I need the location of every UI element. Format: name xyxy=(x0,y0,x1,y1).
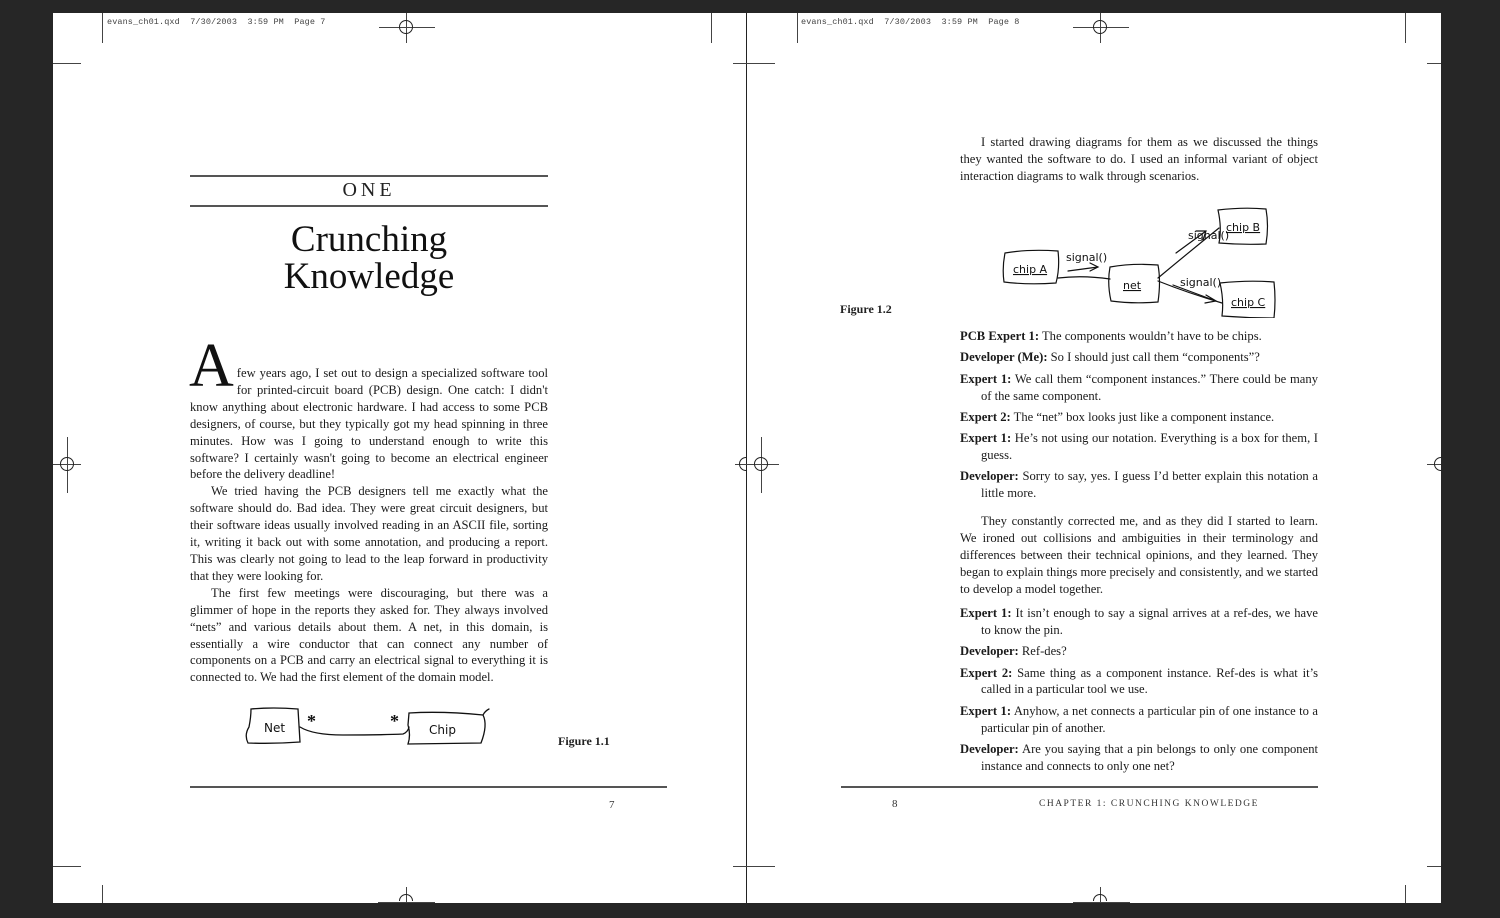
svg-text:*: * xyxy=(390,711,399,731)
dialog-entry: Expert 1: Anyhow, a net connects a particular pin of one instance to a particular pin of another. xyxy=(960,703,1318,735)
speaker: Developer: xyxy=(960,469,1019,484)
figure-1-1-label: Figure 1.1 xyxy=(558,734,610,748)
crop-mark xyxy=(1427,63,1441,64)
paragraph: We tried having the PCB designers tell me exactly what the software should do. Bad idea. They were great circuit designers, but their software ideas usually involved reading in an ASCII file, sorting it, writing it back out with some annotation, and producing a report. This was clearly not going to lead to the leap forward in productivity that they were looking for. xyxy=(190,484,548,583)
crop-mark xyxy=(733,866,775,867)
crop-mark xyxy=(1405,885,1406,903)
paragraph: I started drawing diagrams for them as we discussed the things they wanted the software to do. I used an informal variant of object interaction diagrams to walk through scenarios. xyxy=(960,135,1318,183)
page-number: 8 xyxy=(892,798,898,810)
dialog-block-2 xyxy=(960,605,1318,779)
dialog-entry: Developer: Are you saying that a pin belongs to only one component instance and connects to only one net? xyxy=(960,741,1318,773)
speaker: Developer (Me): xyxy=(960,350,1048,365)
chapter-title-line2: Knowledge xyxy=(283,256,455,297)
svg-text:signal(): signal() xyxy=(1066,251,1108,264)
document-spread xyxy=(53,13,1441,903)
svg-text:*: * xyxy=(307,711,316,731)
svg-text:signal(): signal() xyxy=(1188,229,1230,242)
dialog-block-1 xyxy=(960,328,1318,507)
chapter-number: ONE xyxy=(342,179,396,201)
slug-page: Page 7 xyxy=(294,17,326,27)
dialog-entry: Expert 1: It isn’t enough to say a signal arrives at a ref-des, we have to know the pin. xyxy=(960,606,1318,637)
crop-mark xyxy=(1405,13,1406,43)
dialog-entry: PCB Expert 1: The components wouldn’t have to be chips. xyxy=(960,329,1262,343)
crop-mark xyxy=(53,63,81,64)
slug-date: 7/30/2003 xyxy=(884,17,932,27)
speaker: PCB Expert 1: xyxy=(960,329,1040,343)
svg-text:chip C: chip C xyxy=(1231,296,1266,309)
speaker: Expert 2: xyxy=(960,409,1011,424)
paragraph: The first few meetings were discouraging, but there was a glimmer of hope in the reports they asked for. They always involved “nets” and various details about them. A net, in this domain, is essentially a wire conductor that can connect any number of components on a PCB and carry an electrical signal to everything it is connected to. We had the first element of the domain model. xyxy=(190,585,548,685)
chapter-title-line1: Crunching xyxy=(290,219,448,260)
body-text-right-middle xyxy=(960,513,1318,598)
crop-mark xyxy=(53,866,81,867)
chapter-rule-top xyxy=(190,175,548,177)
paragraph: They constantly corrected me, and as they did I started to learn. We ironed out collisions and ambiguities in their terminology and differences between their technical opinions, and they learned. They began to explain things more precisely and consistently, and we started to develop a model together. xyxy=(960,514,1318,596)
svg-text:chip A: chip A xyxy=(1013,263,1048,276)
dialog-entry: Developer: Sorry to say, yes. I guess I’d better explain this notation a little more. xyxy=(960,469,1318,501)
crop-mark xyxy=(797,13,798,43)
crop-mark xyxy=(102,885,103,903)
svg-text:Net: Net xyxy=(264,721,286,735)
page-gutter-line xyxy=(746,13,747,903)
crop-mark xyxy=(102,13,103,43)
svg-text:Chip: Chip xyxy=(429,723,456,737)
dropcap: A xyxy=(189,332,234,400)
chapter-rule-bottom xyxy=(190,205,548,207)
crop-mark xyxy=(711,13,712,43)
svg-text:signal(): signal() xyxy=(1180,276,1222,289)
svg-text:chip B: chip B xyxy=(1226,221,1261,234)
dialog-entry: Expert 1: He’s not using our notation. Everything is a box for them, I guess. xyxy=(960,431,1318,462)
dialog-entry: Developer (Me): So I should just call them “components”? xyxy=(960,350,1260,365)
figure-1-1-diagram xyxy=(243,705,493,755)
body-text-left xyxy=(189,332,548,686)
speaker: Expert 1: xyxy=(960,431,1012,446)
svg-text:net: net xyxy=(1123,279,1142,292)
figure-1-2-diagram xyxy=(998,193,1283,318)
slug-line-right xyxy=(801,17,1019,27)
speaker: Expert 1: xyxy=(960,371,1012,386)
figure-1-2-label: Figure 1.2 xyxy=(840,302,892,316)
speaker: Expert 2: xyxy=(960,665,1013,680)
footer-rule xyxy=(841,786,1318,788)
dialog-entry: Expert 2: Same thing as a component instance. Ref-des is what it’s called in a particular tool we use. xyxy=(960,665,1318,697)
crop-mark xyxy=(1427,866,1441,867)
slug-page: Page 8 xyxy=(988,17,1020,27)
running-head: CHAPTER 1: CRUNCHING KNOWLEDGE xyxy=(1039,799,1259,809)
slug-filename: evans_ch01.qxd xyxy=(801,17,874,27)
dialog-entry: Expert 2: The “net” box looks just like a component instance. xyxy=(960,409,1275,424)
slug-date: 7/30/2003 xyxy=(190,17,238,27)
footer-rule xyxy=(190,786,667,788)
speaker: Expert 1: xyxy=(960,703,1012,718)
dialog-entry: Developer: Ref-des? xyxy=(960,644,1067,659)
slug-time: 3:59 PM xyxy=(941,17,978,27)
chapter-title xyxy=(190,221,548,295)
slug-filename: evans_ch01.qxd xyxy=(107,17,180,27)
slug-line-left xyxy=(107,17,325,27)
dialog-entry: Expert 1: We call them “component instances.” There could be many of the same component. xyxy=(960,371,1318,403)
crop-mark xyxy=(733,63,775,64)
page-number: 7 xyxy=(609,799,615,811)
speaker: Developer: xyxy=(960,741,1019,756)
paragraph: A few years ago, I set out to design a specialized software tool for printed-circuit board (PCB) design. One catch: I didn't know anything about electronic hardware. I had access to some PCB designers, of course, but they typically got my head spinning in three minutes. How was I going to understand enough to write this software? I certainly wasn't going to become an electrical engineer before the delivery deadline! xyxy=(189,332,548,482)
slug-time: 3:59 PM xyxy=(247,17,284,27)
speaker: Developer: xyxy=(960,644,1019,659)
body-text-right-intro xyxy=(960,134,1318,185)
speaker: Expert 1: xyxy=(960,606,1012,620)
